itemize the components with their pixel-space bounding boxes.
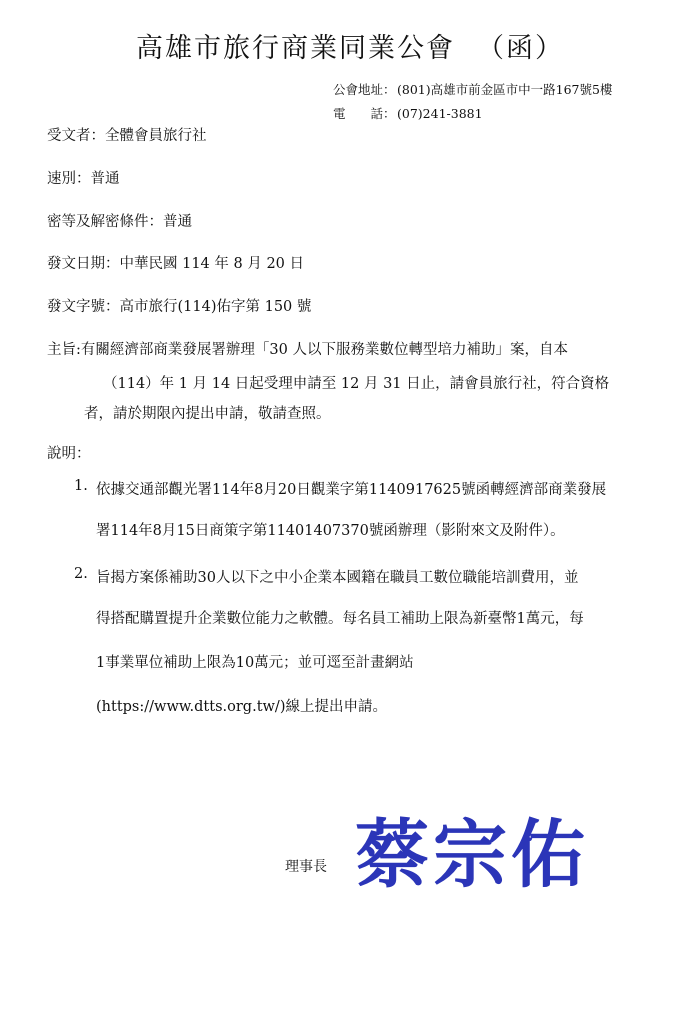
subject-line-3: 者，請於期限內提出申請，敬請查照。 bbox=[84, 406, 331, 422]
description-label: 說明： bbox=[47, 446, 91, 462]
document-type: （函） bbox=[477, 33, 564, 64]
subject-line-1: 主旨:有關經濟部商業發展署辦理「30 人以下服務業數位轉型培力補助」案，自本 bbox=[47, 342, 568, 358]
subject-line-2: （114）年 1 月 14 日起受理申請至 12 月 31 日止，請會員旅行社，符合資格 bbox=[103, 376, 610, 392]
item-2-line-4: (https://www.dtts.org.tw/)線上提出申請。 bbox=[96, 699, 387, 715]
item-2-line-3: 1事業單位補助上限為10萬元；並可逕至計畫網站 bbox=[96, 655, 414, 671]
address-line bbox=[333, 80, 612, 98]
item-2-line-2: 得搭配購置提升企業數位能力之軟體。每名員工補助上限為新臺幣1萬元，每 bbox=[96, 611, 584, 627]
classification-field: 密等及解密條件：普通 bbox=[47, 214, 192, 230]
item-1-line-1: 依據交通部觀光署114年8月20日觀業字第1140917625號函轉經濟部商業發展 bbox=[96, 482, 607, 498]
phone-label: 電 話： bbox=[333, 106, 396, 121]
signature-text: 蔡宗佑 bbox=[355, 812, 589, 898]
chairman-title: 理事長 bbox=[285, 859, 327, 875]
item-1-line-2: 署114年8月15日商策字第11401407370號函辦理（影附來文及附件）。 bbox=[96, 523, 565, 539]
chairman-signature bbox=[352, 800, 592, 900]
document-number-field: 發文字號：高市旅行(114)佑字第 150 號 bbox=[47, 299, 312, 315]
item-2-line-1: 旨揭方案係補助30人以下之中小企業本國籍在職員工數位職能培訓費用，並 bbox=[96, 570, 579, 586]
phone-line bbox=[333, 104, 483, 122]
recipient-field: 受文者：全體會員旅行社 bbox=[47, 128, 207, 144]
association-name: 高雄市旅行商業同業公會 bbox=[136, 33, 455, 64]
document-title bbox=[0, 26, 700, 65]
issue-date-field: 發文日期：中華民國 114 年 8 月 20 日 bbox=[47, 256, 305, 272]
item-number: 2. bbox=[74, 566, 88, 582]
address-value: (801)高雄市前金區市中一路167號5樓 bbox=[397, 82, 613, 97]
phone-value: (07)241-3881 bbox=[397, 106, 483, 121]
item-number: 1. bbox=[74, 478, 88, 494]
address-label: 公會地址： bbox=[333, 82, 396, 97]
speed-field: 速別：普通 bbox=[47, 171, 120, 187]
